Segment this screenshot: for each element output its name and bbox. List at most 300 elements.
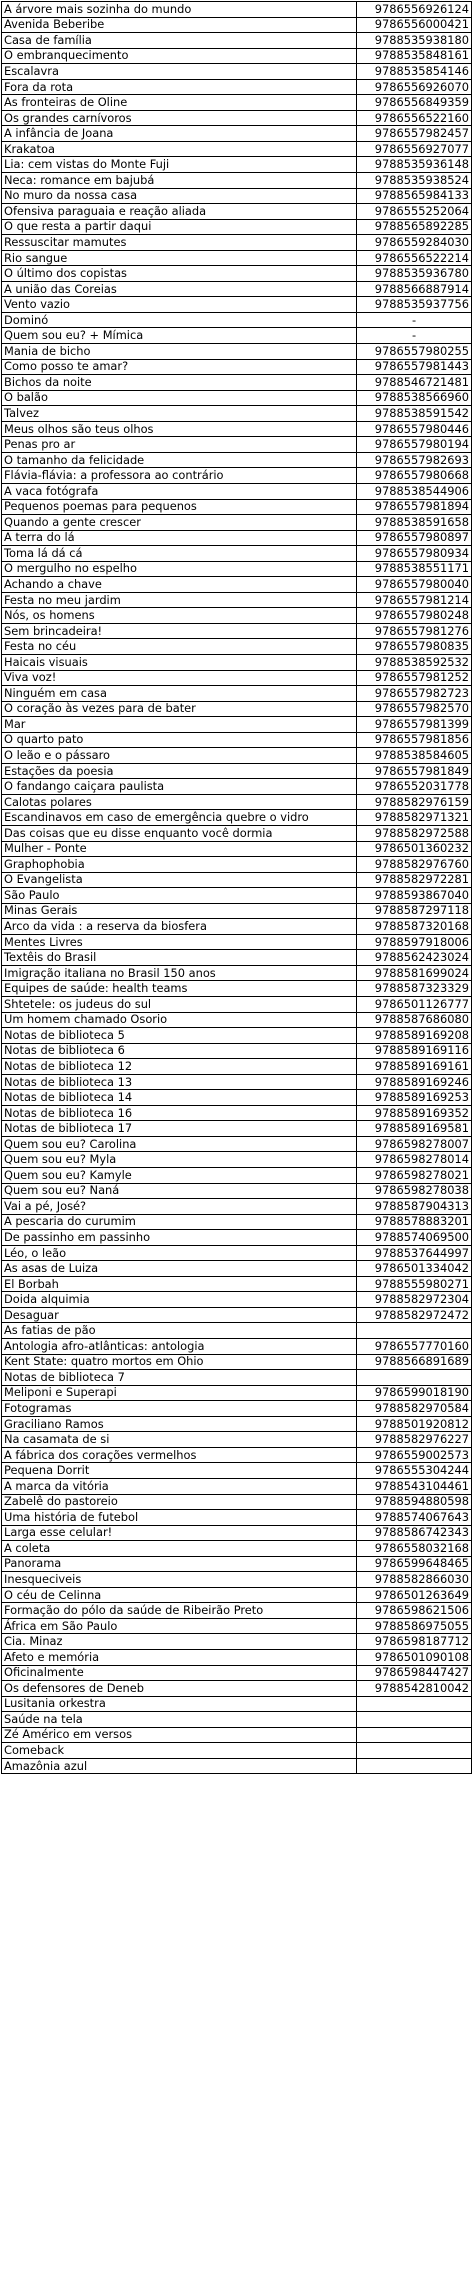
title-cell[interactable]: A terra do lá — [2, 530, 357, 546]
table-row — [2, 1059, 472, 1075]
title-cell[interactable]: Quem sou eu? Naná — [2, 1183, 357, 1199]
table-row — [2, 919, 472, 935]
isbn-cell[interactable]: 9788501920812 — [357, 1416, 472, 1432]
table-row — [2, 79, 472, 95]
isbn-cell[interactable]: 9786598278014 — [357, 1152, 472, 1168]
isbn-cell[interactable]: 9786501090108 — [357, 1649, 472, 1665]
title-cell[interactable]: A vaca fotógrafa — [2, 483, 357, 499]
title-cell[interactable]: Léo, o leão — [2, 1245, 357, 1261]
table-row — [2, 1136, 472, 1152]
isbn-cell[interactable]: 9788538544906 — [357, 483, 472, 499]
table-row — [2, 219, 472, 235]
isbn-cell[interactable] — [357, 1727, 472, 1743]
title-cell[interactable]: Graciliano Ramos — [2, 1416, 357, 1432]
title-cell[interactable]: Dominó — [2, 312, 357, 328]
isbn-cell[interactable]: 9788589169208 — [357, 1028, 472, 1044]
table-row — [2, 1261, 472, 1277]
table-row — [2, 950, 472, 966]
title-cell[interactable]: Fotogramas — [2, 1401, 357, 1417]
title-cell[interactable]: O embranquecimento — [2, 48, 357, 64]
isbn-cell[interactable]: 9788586742343 — [357, 1525, 472, 1541]
isbn-cell[interactable]: 9786557981399 — [357, 717, 472, 733]
title-cell[interactable]: Sem brincadeira! — [2, 623, 357, 639]
table-row — [2, 1323, 472, 1339]
title-cell[interactable]: Krakatoa — [2, 141, 357, 157]
table-row — [2, 857, 472, 873]
table-row — [2, 1463, 472, 1479]
title-cell[interactable]: Quem sou eu? + Mímica — [2, 328, 357, 344]
title-cell[interactable]: O céu de Celinna — [2, 1587, 357, 1603]
title-cell[interactable]: Viva voz! — [2, 670, 357, 686]
title-cell[interactable]: Imigração italiana no Brasil 150 anos — [2, 965, 357, 981]
table-row — [2, 359, 472, 375]
isbn-cell[interactable]: 9786557980194 — [357, 437, 472, 453]
title-cell[interactable]: Flávia-flávia: a professora ao contrário — [2, 468, 357, 484]
title-cell[interactable]: O balão — [2, 390, 357, 406]
isbn-cell[interactable]: 9786557981849 — [357, 763, 472, 779]
isbn-cell[interactable]: 9788574069500 — [357, 1230, 472, 1246]
title-cell[interactable]: Haicais visuais — [2, 654, 357, 670]
title-cell[interactable]: O coração às vezes para de bater — [2, 701, 357, 717]
title-cell[interactable]: O Evangelista — [2, 872, 357, 888]
title-cell[interactable]: Casa de família — [2, 33, 357, 49]
isbn-cell[interactable]: 9786557981443 — [357, 359, 472, 375]
isbn-cell[interactable]: 9786501360232 — [357, 841, 472, 857]
table-row — [2, 592, 472, 608]
title-cell[interactable]: Notas de biblioteca 7 — [2, 1370, 357, 1386]
isbn-cell[interactable]: 9788535936148 — [357, 157, 472, 173]
table-row — [2, 1696, 472, 1712]
table-row — [2, 483, 472, 499]
isbn-cell[interactable]: 9788574067643 — [357, 1510, 472, 1526]
isbn-cell[interactable]: 9786557980835 — [357, 639, 472, 655]
isbn-cell[interactable]: 9788538551171 — [357, 561, 472, 577]
title-cell[interactable]: Vai a pé, José? — [2, 1199, 357, 1215]
isbn-cell[interactable]: 9786557982570 — [357, 701, 472, 717]
table-row — [2, 328, 472, 344]
title-cell[interactable]: Um homem chamado Osorio — [2, 1012, 357, 1028]
isbn-cell[interactable]: 9786598278007 — [357, 1136, 472, 1152]
title-cell[interactable]: Festa no céu — [2, 639, 357, 655]
table-row — [2, 1183, 472, 1199]
isbn-cell[interactable]: - — [357, 312, 472, 328]
title-cell[interactable]: Notas de biblioteca 17 — [2, 1121, 357, 1137]
table-row — [2, 173, 472, 189]
title-cell[interactable]: Notas de biblioteca 6 — [2, 1043, 357, 1059]
table-row — [2, 903, 472, 919]
title-cell[interactable]: Shtetele: os judeus do sul — [2, 997, 357, 1013]
title-cell[interactable]: A marca da vitória — [2, 1478, 357, 1494]
title-cell[interactable]: Oficinalmente — [2, 1665, 357, 1681]
isbn-cell[interactable]: 9786598187712 — [357, 1634, 472, 1650]
isbn-cell[interactable]: 9788582976760 — [357, 857, 472, 873]
isbn-cell[interactable]: 9788565984133 — [357, 188, 472, 204]
isbn-cell[interactable]: 9786557981894 — [357, 499, 472, 515]
isbn-cell[interactable]: 9786558032168 — [357, 1541, 472, 1557]
table-row — [2, 934, 472, 950]
isbn-cell[interactable]: 9786599018190 — [357, 1385, 472, 1401]
title-cell[interactable]: Graphophobia — [2, 857, 357, 873]
title-cell[interactable]: Mania de bicho — [2, 344, 357, 360]
title-cell[interactable]: Arco da vida : a reserva da biosfera — [2, 919, 357, 935]
table-row — [2, 639, 472, 655]
isbn-cell[interactable]: 9786557982723 — [357, 686, 472, 702]
title-cell[interactable]: Zé Américo em versos — [2, 1727, 357, 1743]
title-cell[interactable]: Minas Gerais — [2, 903, 357, 919]
table-row — [2, 1447, 472, 1463]
title-cell[interactable]: Amazônia azul — [2, 1758, 357, 1774]
isbn-cell[interactable]: 9788582970584 — [357, 1401, 472, 1417]
isbn-cell[interactable] — [357, 1696, 472, 1712]
isbn-cell[interactable]: 9788535938180 — [357, 33, 472, 49]
table-body — [2, 2, 472, 1774]
isbn-cell[interactable]: 9786556849359 — [357, 95, 472, 111]
table-row — [2, 141, 472, 157]
isbn-cell[interactable]: 9786557981276 — [357, 623, 472, 639]
table-row — [2, 561, 472, 577]
isbn-cell[interactable]: 9786557980668 — [357, 468, 472, 484]
title-cell[interactable]: A união das Coreias — [2, 281, 357, 297]
title-cell[interactable]: As asas de Luiza — [2, 1261, 357, 1277]
isbn-cell[interactable]: 9786557980248 — [357, 608, 472, 624]
title-cell[interactable]: Talvez — [2, 406, 357, 422]
title-cell[interactable]: O que resta a partir daqui — [2, 219, 357, 235]
table-row — [2, 1307, 472, 1323]
isbn-cell[interactable]: 9788582972281 — [357, 872, 472, 888]
title-cell[interactable]: Os defensores de Deneb — [2, 1681, 357, 1697]
title-cell[interactable]: A fábrica dos corações vermelhos — [2, 1447, 357, 1463]
title-cell[interactable]: Penas pro ar — [2, 437, 357, 453]
isbn-cell[interactable]: 9786559284030 — [357, 235, 472, 251]
title-cell[interactable]: Cia. Minaz — [2, 1634, 357, 1650]
title-cell[interactable]: Meliponi e Superapi — [2, 1385, 357, 1401]
table-row — [2, 2, 472, 18]
isbn-cell[interactable]: 9786559002573 — [357, 1447, 472, 1463]
title-cell[interactable]: África em São Paulo — [2, 1618, 357, 1634]
isbn-cell[interactable]: 9788587320168 — [357, 919, 472, 935]
isbn-cell[interactable] — [357, 1758, 472, 1774]
isbn-cell[interactable]: 9786598278021 — [357, 1168, 472, 1184]
title-cell[interactable]: Notas de biblioteca 5 — [2, 1028, 357, 1044]
isbn-cell[interactable]: 9788542810042 — [357, 1681, 472, 1697]
table-row — [2, 794, 472, 810]
table-row — [2, 437, 472, 453]
title-cell[interactable]: Notas de biblioteca 16 — [2, 1105, 357, 1121]
table-row — [2, 1494, 472, 1510]
isbn-cell[interactable]: 9788587686080 — [357, 1012, 472, 1028]
isbn-cell[interactable]: 9788535938524 — [357, 173, 472, 189]
isbn-cell[interactable]: 9788589169581 — [357, 1121, 472, 1137]
title-cell[interactable]: O tamanho da felicidade — [2, 452, 357, 468]
title-cell[interactable]: São Paulo — [2, 888, 357, 904]
table-row — [2, 748, 472, 764]
isbn-cell[interactable]: 9788535937756 — [357, 297, 472, 313]
isbn-cell[interactable]: 9786598278038 — [357, 1183, 472, 1199]
table-row — [2, 872, 472, 888]
isbn-cell[interactable]: 9788582866030 — [357, 1572, 472, 1588]
table-row — [2, 110, 472, 126]
title-cell[interactable]: Afeto e memória — [2, 1649, 357, 1665]
isbn-cell[interactable]: 9786556926070 — [357, 79, 472, 95]
title-cell[interactable]: As fatias de pão — [2, 1323, 357, 1339]
table-row — [2, 997, 472, 1013]
table-row — [2, 1214, 472, 1230]
table-row — [2, 841, 472, 857]
title-cell[interactable]: El Borbah — [2, 1276, 357, 1292]
table-row — [2, 312, 472, 328]
isbn-cell[interactable]: 9788597918006 — [357, 934, 472, 950]
title-cell[interactable]: Ninguém em casa — [2, 686, 357, 702]
title-cell[interactable]: Ofensiva paraguaia e reação aliada — [2, 204, 357, 220]
isbn-cell[interactable]: 9788587297118 — [357, 903, 472, 919]
title-cell[interactable]: Textêis do Brasil — [2, 950, 357, 966]
title-cell[interactable]: Kent State: quatro mortos em Ohio — [2, 1354, 357, 1370]
isbn-cell[interactable]: 9786557980934 — [357, 546, 472, 562]
table-row — [2, 779, 472, 795]
title-cell[interactable]: Panorama — [2, 1556, 357, 1572]
isbn-cell[interactable]: 9786552031778 — [357, 779, 472, 795]
title-cell[interactable]: Das coisas que eu disse enquanto você dormia — [2, 825, 357, 841]
table-row — [2, 95, 472, 111]
isbn-cell[interactable]: 9788566887914 — [357, 281, 472, 297]
title-cell[interactable]: Quem sou eu? Kamyle — [2, 1168, 357, 1184]
title-cell[interactable]: Neca: romance em bajubá — [2, 173, 357, 189]
title-cell[interactable]: Mar — [2, 717, 357, 733]
table-row — [2, 732, 472, 748]
isbn-cell[interactable]: 9786598621506 — [357, 1603, 472, 1619]
table-row — [2, 204, 472, 220]
isbn-cell[interactable]: 9786501334042 — [357, 1261, 472, 1277]
table-row — [2, 1665, 472, 1681]
isbn-cell[interactable]: 9788587904313 — [357, 1199, 472, 1215]
title-cell[interactable]: O mergulho no espelho — [2, 561, 357, 577]
title-cell[interactable]: Notas de biblioteca 14 — [2, 1090, 357, 1106]
isbn-cell[interactable]: - — [357, 328, 472, 344]
title-cell[interactable]: Comeback — [2, 1743, 357, 1759]
isbn-cell[interactable]: 9788535848161 — [357, 48, 472, 64]
table-row — [2, 608, 472, 624]
isbn-cell[interactable]: 9788555980271 — [357, 1276, 472, 1292]
table-row — [2, 281, 472, 297]
table-row — [2, 1028, 472, 1044]
isbn-cell[interactable]: 9788586975055 — [357, 1618, 472, 1634]
title-cell[interactable]: Escalavra — [2, 64, 357, 80]
title-cell[interactable]: Doida alquimia — [2, 1292, 357, 1308]
title-cell[interactable]: Estações da poesia — [2, 763, 357, 779]
title-cell[interactable]: Os grandes carnívoros — [2, 110, 357, 126]
isbn-cell[interactable]: 9788535936780 — [357, 266, 472, 282]
isbn-cell[interactable]: 9786555252064 — [357, 204, 472, 220]
isbn-cell[interactable]: 9788589169116 — [357, 1043, 472, 1059]
title-cell[interactable]: Pequenos poemas para pequenos — [2, 499, 357, 515]
title-cell[interactable]: Festa no meu jardim — [2, 592, 357, 608]
isbn-cell[interactable]: 9788578883201 — [357, 1214, 472, 1230]
isbn-cell[interactable]: 9788566891689 — [357, 1354, 472, 1370]
isbn-cell[interactable]: 9788562423024 — [357, 950, 472, 966]
title-cell[interactable]: O último dos copistas — [2, 266, 357, 282]
isbn-cell[interactable] — [357, 1712, 472, 1728]
isbn-cell[interactable]: 9788589169246 — [357, 1074, 472, 1090]
table-row — [2, 825, 472, 841]
isbn-cell[interactable] — [357, 1370, 472, 1386]
isbn-cell[interactable]: 9788594880598 — [357, 1494, 472, 1510]
table-row — [2, 1556, 472, 1572]
isbn-cell[interactable]: 9788582972472 — [357, 1307, 472, 1323]
title-cell[interactable]: Escandinavos em caso de emergência quebre o vidro — [2, 810, 357, 826]
isbn-cell[interactable]: 9788538591658 — [357, 515, 472, 531]
table-row — [2, 546, 472, 562]
title-cell[interactable]: Vento vazio — [2, 297, 357, 313]
isbn-cell[interactable]: 9788589169161 — [357, 1059, 472, 1075]
isbn-cell[interactable]: 9786555304244 — [357, 1463, 472, 1479]
title-cell[interactable]: Lusitania orkestra — [2, 1696, 357, 1712]
table-row — [2, 452, 472, 468]
title-cell[interactable]: Mentes Livres — [2, 934, 357, 950]
isbn-cell[interactable]: 9788538584605 — [357, 748, 472, 764]
table-row — [2, 17, 472, 33]
title-cell[interactable]: Como posso te amar? — [2, 359, 357, 375]
isbn-cell[interactable]: 9786557980897 — [357, 530, 472, 546]
table-row — [2, 1743, 472, 1759]
title-cell[interactable]: Larga esse celular! — [2, 1525, 357, 1541]
isbn-cell[interactable]: 9786556522214 — [357, 250, 472, 266]
isbn-cell[interactable]: 9786501263649 — [357, 1587, 472, 1603]
isbn-cell[interactable]: 9788543104461 — [357, 1478, 472, 1494]
table-row — [2, 499, 472, 515]
isbn-cell[interactable]: 9786599648465 — [357, 1556, 472, 1572]
isbn-cell[interactable]: 9786557980040 — [357, 577, 472, 593]
title-cell[interactable]: Fora da rota — [2, 79, 357, 95]
title-cell[interactable]: Nós, os homens — [2, 608, 357, 624]
isbn-cell[interactable]: 9788565892285 — [357, 219, 472, 235]
table-row — [2, 623, 472, 639]
isbn-cell[interactable]: 9788582972588 — [357, 825, 472, 841]
table-row — [2, 1276, 472, 1292]
isbn-cell[interactable]: 9788581699024 — [357, 965, 472, 981]
title-cell[interactable]: Inesqueciveis — [2, 1572, 357, 1588]
title-cell[interactable]: O quarto pato — [2, 732, 357, 748]
table-row — [2, 1385, 472, 1401]
isbn-cell[interactable]: 9786557770160 — [357, 1339, 472, 1355]
table-row — [2, 1121, 472, 1137]
isbn-cell[interactable]: 9786557981252 — [357, 670, 472, 686]
isbn-cell[interactable] — [357, 1743, 472, 1759]
table-row — [2, 1152, 472, 1168]
isbn-cell[interactable]: 9786557981214 — [357, 592, 472, 608]
isbn-cell[interactable]: 9786557981856 — [357, 732, 472, 748]
table-row — [2, 1727, 472, 1743]
isbn-cell[interactable]: 9788546721481 — [357, 375, 472, 391]
table-row — [2, 577, 472, 593]
title-cell[interactable]: Bichos da noite — [2, 375, 357, 391]
title-cell[interactable]: Avenida Beberibe — [2, 17, 357, 33]
isbn-cell[interactable] — [357, 1323, 472, 1339]
title-cell[interactable]: Na casamata de si — [2, 1432, 357, 1448]
title-cell[interactable]: As fronteiras de Oline — [2, 95, 357, 111]
title-cell[interactable]: Rio sangue — [2, 250, 357, 266]
isbn-cell[interactable]: 9788582972304 — [357, 1292, 472, 1308]
title-cell[interactable]: Formação do pólo da saúde de Ribeirão Preto — [2, 1603, 357, 1619]
title-cell[interactable]: Notas de biblioteca 12 — [2, 1059, 357, 1075]
isbn-cell[interactable]: 9788582976159 — [357, 794, 472, 810]
isbn-cell[interactable]: 9786556927077 — [357, 141, 472, 157]
title-cell[interactable]: A infância de Joana — [2, 126, 357, 142]
isbn-cell[interactable]: 9786598447427 — [357, 1665, 472, 1681]
isbn-cell[interactable]: 9786557980255 — [357, 344, 472, 360]
isbn-cell[interactable]: 9786501126777 — [357, 997, 472, 1013]
table-row — [2, 1712, 472, 1728]
title-cell[interactable]: A coleta — [2, 1541, 357, 1557]
isbn-cell[interactable]: 9788582971321 — [357, 810, 472, 826]
table-row — [2, 1370, 472, 1386]
isbn-cell[interactable]: 9788593867040 — [357, 888, 472, 904]
table-row — [2, 763, 472, 779]
title-cell[interactable]: Ressuscitar mamutes — [2, 235, 357, 251]
title-cell[interactable]: Achando a chave — [2, 577, 357, 593]
isbn-cell[interactable]: 9788537644997 — [357, 1245, 472, 1261]
isbn-cell[interactable]: 9788538566960 — [357, 390, 472, 406]
title-cell[interactable]: O fandango caiçara paulista — [2, 779, 357, 795]
table-row — [2, 297, 472, 313]
table-row — [2, 1339, 472, 1355]
isbn-cell[interactable]: 9788589169253 — [357, 1090, 472, 1106]
isbn-cell[interactable]: 9788538591542 — [357, 406, 472, 422]
isbn-cell[interactable]: 9788589169352 — [357, 1105, 472, 1121]
title-cell[interactable]: Zabelê do pastoreio — [2, 1494, 357, 1510]
table-row — [2, 1043, 472, 1059]
title-cell[interactable]: O leão e o pássaro — [2, 748, 357, 764]
title-cell[interactable]: Desaguar — [2, 1307, 357, 1323]
isbn-cell[interactable]: 9788587323329 — [357, 981, 472, 997]
title-cell[interactable]: Quem sou eu? Myla — [2, 1152, 357, 1168]
title-cell[interactable]: Lia: cem vistas do Monte Fuji — [2, 157, 357, 173]
table-row — [2, 515, 472, 531]
isbn-cell[interactable]: 9786556000421 — [357, 17, 472, 33]
title-cell[interactable]: Saúde na tela — [2, 1712, 357, 1728]
table-row — [2, 1416, 472, 1432]
isbn-cell[interactable]: 9786557980446 — [357, 421, 472, 437]
title-cell[interactable]: Toma lá dá cá — [2, 546, 357, 562]
title-cell[interactable]: Notas de biblioteca 13 — [2, 1074, 357, 1090]
table-row — [2, 1478, 472, 1494]
table-row — [2, 188, 472, 204]
table-row — [2, 1354, 472, 1370]
title-cell[interactable]: Meus olhos são teus olhos — [2, 421, 357, 437]
isbn-cell[interactable]: 9788538592532 — [357, 654, 472, 670]
title-cell[interactable]: No muro da nossa casa — [2, 188, 357, 204]
table-row — [2, 981, 472, 997]
isbn-cell[interactable]: 9788535854146 — [357, 64, 472, 80]
title-cell[interactable]: A pescaria do curumim — [2, 1214, 357, 1230]
title-cell[interactable]: Antologia afro-atlânticas: antologia — [2, 1339, 357, 1355]
isbn-cell[interactable]: 9786556926124 — [357, 2, 472, 18]
title-cell[interactable]: De passinho em passinho — [2, 1230, 357, 1246]
isbn-cell[interactable]: 9786557982693 — [357, 452, 472, 468]
title-cell[interactable]: A árvore mais sozinha do mundo — [2, 2, 357, 18]
table-row — [2, 1090, 472, 1106]
isbn-cell[interactable]: 9786557982457 — [357, 126, 472, 142]
title-cell[interactable]: Mulher - Ponte — [2, 841, 357, 857]
title-cell[interactable]: Equipes de saúde: health teams — [2, 981, 357, 997]
table-row — [2, 33, 472, 49]
title-cell[interactable]: Pequena Dorrit — [2, 1463, 357, 1479]
isbn-cell[interactable]: 9788582976227 — [357, 1432, 472, 1448]
title-cell[interactable]: Calotas polares — [2, 794, 357, 810]
title-cell[interactable]: Quem sou eu? Carolina — [2, 1136, 357, 1152]
title-cell[interactable]: Quando a gente crescer — [2, 515, 357, 531]
isbn-cell[interactable]: 9786556522160 — [357, 110, 472, 126]
title-cell[interactable]: Uma história de futebol — [2, 1510, 357, 1526]
